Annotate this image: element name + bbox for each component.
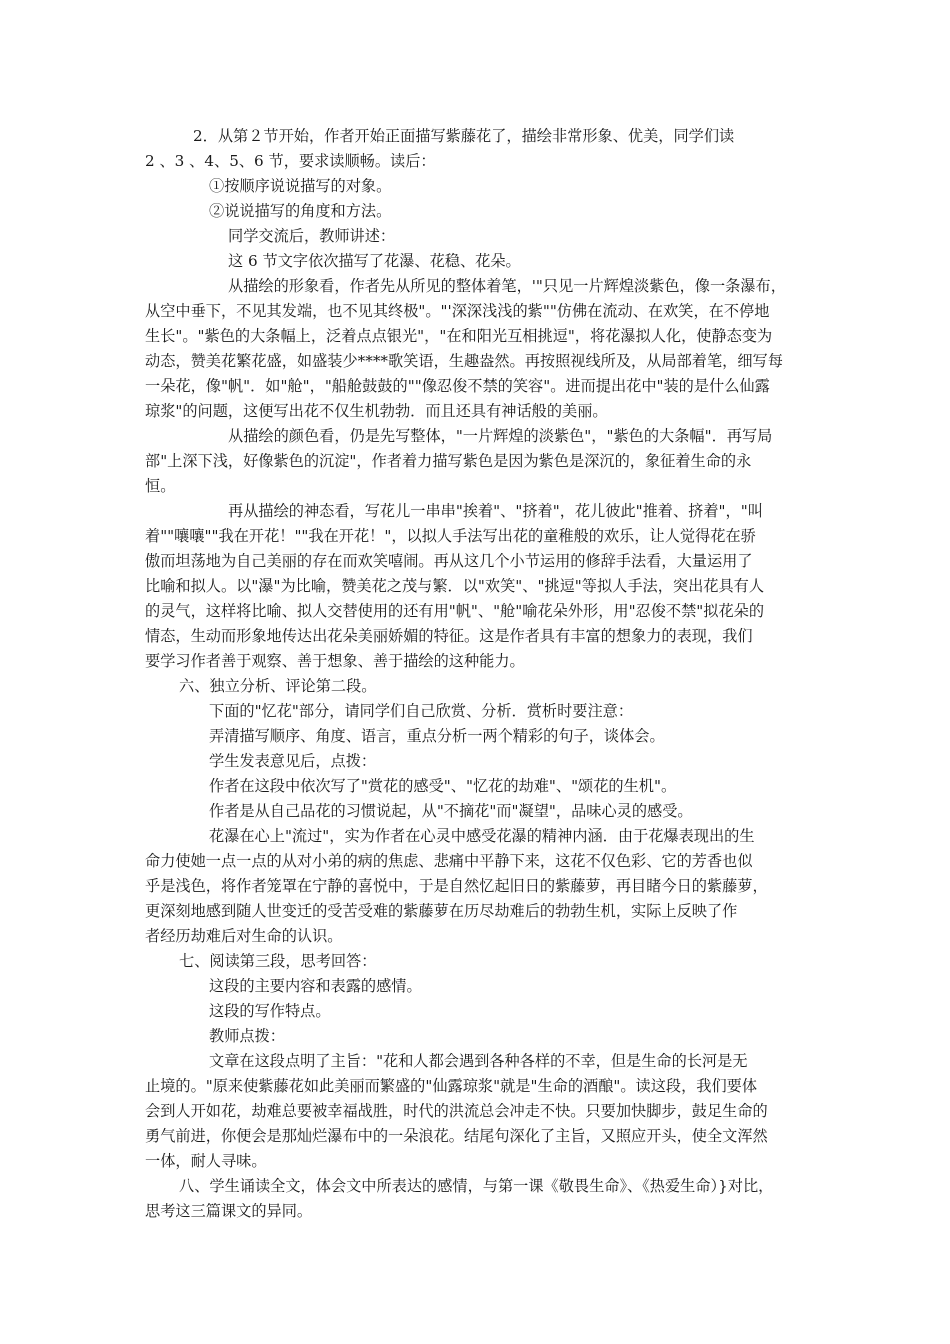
section-heading: 八、学生诵读全文，体会文中所表达的感情，与第一课《敬畏生命》、《热爱生命）}对比， bbox=[179, 1177, 774, 1195]
text-line: 2 、3 、4、5、6 节，要求读顺畅。读后： bbox=[145, 152, 436, 170]
text-line: ②说说描写的角度和方法。 bbox=[209, 202, 392, 220]
text-line: 的灵气，这样将比喻、拟人交替使用的还有用"帆"、"舱"喻花朵外形，用"忍俊不禁"拟花朵的 bbox=[145, 602, 765, 620]
text-line: 动态，赞美花繁花盛，如盛装少****歌笑语，生趣盎然。再按照视线所及，从局部着笔，细写每 bbox=[145, 352, 783, 370]
text-line: 从描绘的形象看，作者先从所见的整体着笔，'"只见一片辉煌淡紫色，像一条瀑布， bbox=[228, 277, 786, 295]
text-line: 着""嚷嚷""我在开花！""我在开花！"，以拟人手法写出花的童稚般的欢乐，让人觉得花在骄 bbox=[145, 527, 756, 545]
text-line: ①按顺序说说描写的对象。 bbox=[209, 177, 392, 195]
text-line: 更深刻地感到随人世变迁的受苦受难的紫藤萝在历尽劫难后的勃勃生机，实际上反映了作 bbox=[145, 902, 738, 920]
text-line: 思考这三篇课文的异同。 bbox=[145, 1202, 313, 1220]
text-line: 这 6 节文字依次描写了花瀑、花稳、花朵。 bbox=[228, 252, 521, 270]
text-line: 一朵花，像"帆"．如"舱"，"船舱鼓鼓的""像忍俊不禁的笑容"。进而提出花中"装的是什么仙露 bbox=[145, 377, 770, 395]
text-line: 情态，生动而形象地传达出花朵美丽娇媚的特征。这是作者具有丰富的想象力的表现，我们 bbox=[145, 627, 753, 645]
text-line: 这段的主要内容和表露的感情。 bbox=[209, 977, 422, 995]
text-line: 傲而坦荡地为自己美丽的存在而欢笑嘻闹。再从这几个小节运用的修辞手法看，大量运用了 bbox=[145, 552, 753, 570]
text-line: 作者是从自己品花的习惯说起，从"不摘花"而"凝望"，品味心灵的感受。 bbox=[209, 802, 693, 820]
text-line: 乎是浅色，将作者笼罩在宁静的喜悦中，于是自然忆起旧日的紫藤萝，再目睹今日的紫藤萝， bbox=[145, 877, 768, 895]
text-line: 同学交流后，教师讲述： bbox=[228, 227, 396, 245]
section-heading: 七、阅读第三段，思考回答： bbox=[179, 952, 377, 970]
text-line: 再从描绘的神态看，写花儿一串串"挨着"、"挤着"，花儿彼此"推着、挤着"，"叫 bbox=[228, 502, 763, 520]
text-line: 会到人开如花，劫难总要被幸福战胜，时代的洪流总会冲走不快。只要加快脚步，鼓足生命的 bbox=[145, 1102, 768, 1120]
text-line: 止境的。"原来使紫藤花如此美丽而繁盛的"仙露琼浆"就是"生命的酒酿"。读这段，我们要体 bbox=[145, 1077, 758, 1095]
text-line: 教师点拨： bbox=[209, 1027, 285, 1045]
text-line: 恒。 bbox=[145, 477, 176, 495]
text-line: 部"上深下浅，好像紫色的沉淀"，作者着力描写紫色是因为紫色是深沉的，象征着生命的永 bbox=[145, 452, 752, 470]
text-line: 要学习作者善于观察、善于想象、善于描绘的这种能力。 bbox=[145, 652, 525, 670]
text-line: 从空中垂下，不见其发端，也不见其终极"。"'深深浅浅的紫""仿佛在流动、在欢笑，在不停地 bbox=[145, 302, 770, 320]
text-line: 文章在这段点明了主旨："花和人都会遇到各种各样的不幸，但是生命的长河是无 bbox=[209, 1052, 748, 1070]
text-line: 比喻和拟人。以"瀑"为比喻，赞美花之茂与繁．以"欢笑"、"挑逗"等拟人手法，突出花具有人 bbox=[145, 577, 765, 595]
text-line: 花瀑在心上"流过"，实为作者在心灵中感受花瀑的精神内涵．由于花爆表现出的生 bbox=[209, 827, 755, 845]
text-line: 学生发表意见后，点拨： bbox=[209, 752, 377, 770]
text-line: 一体，耐人寻味。 bbox=[145, 1152, 267, 1170]
text-line: 琼浆"的问题，这便写出花不仅生机勃勃．而且还具有神话般的美丽。 bbox=[145, 402, 608, 420]
text-line: 生长"。"紫色的大条幅上，泛着点点银光"，"在和阳光互相挑逗"，将花瀑拟人化，使静态变为 bbox=[145, 327, 773, 345]
text-line: 者经历劫难后对生命的认识。 bbox=[145, 927, 343, 945]
section-heading: 六、独立分析、评论第二段。 bbox=[179, 677, 377, 695]
text-line: 命力使她一点一点的从对小弟的病的焦虑、悲痛中平静下来，这花不仅色彩、它的芳香也似 bbox=[145, 852, 753, 870]
text-line: 弄清描写顺序、角度、语言，重点分析一两个精彩的句子，谈体会。 bbox=[209, 727, 665, 745]
text-line: 这段的写作特点。 bbox=[209, 1002, 331, 1020]
text-line: 下面的"忆花"部分，请同学们自己欣赏、分析．赏析时要注意： bbox=[209, 702, 634, 720]
text-line: 2．从第２节开始，作者开始正面描写紫藤花了，描绘非常形象、优美，同学们读 bbox=[193, 127, 735, 145]
text-line: 作者在这段中依次写了"赏花的感受"、"忆花的劫难"、"颂花的生机"。 bbox=[209, 777, 677, 795]
text-line: 从描绘的颜色看，仍是先写整体，"一片辉煌的淡紫色"，"紫色的大条幅"．再写局 bbox=[228, 427, 773, 445]
text-line: 勇气前进，你便会是那灿烂瀑布中的一朵浪花。结尾句深化了主旨，又照应开头，使全文浑然 bbox=[145, 1127, 768, 1145]
